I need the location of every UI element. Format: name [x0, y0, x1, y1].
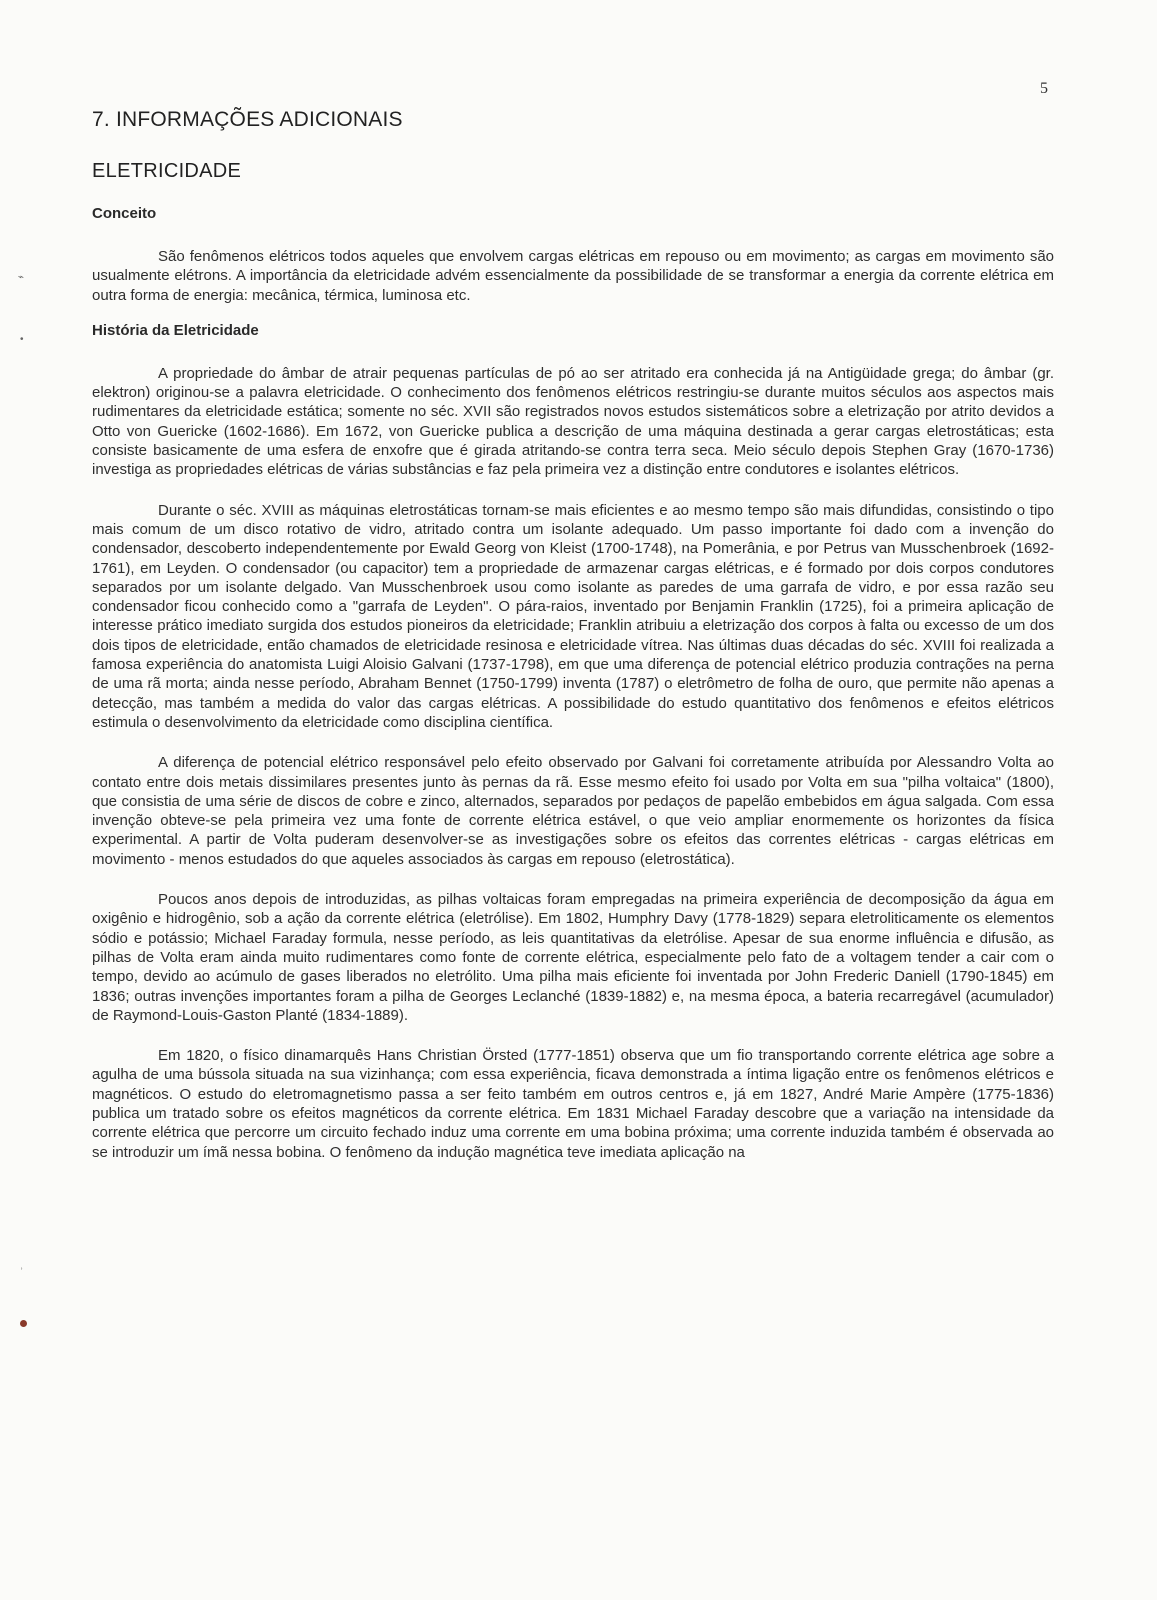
heading-historia: História da Eletricidade — [92, 321, 259, 339]
paragraph-conceito: São fenômenos elétricos todos aqueles que envolvem cargas elétricas em repouso ou em movimento; as cargas em movimento são usualmente elétrons. A importância da eletricidade advém essencialmente da possibilidade de se transformar a energia da corrente elétrica em outra forma de energia: mecânica, térmica, luminosa etc. — [92, 248, 1054, 304]
document-body — [92, 205, 1054, 1162]
page-number: 5 — [1040, 80, 1048, 97]
paragraph-historia-3: A diferença de potencial elétrico responsável pelo efeito observado por Galvani foi corretamente atribuída por Alessandro Volta ao contato entre dois metais dissimilares presentes junto às pernas da rã. Esse mesmo efeito foi usado por Volta em sua "pilha voltaica" (1800), que consistia de uma série de discos de cobre e zinco, alternados, separados por pedaços de papelão embebidos em água salgada. Com essa invenção obteve-se pela primeira vez uma fonte de corrente elétrica estável, o que veio ampliar enormemente os horizontes da física experimental. A partir de Volta puderam desenvolver-se as investigações sobre os efeitos das correntes elétricas - cargas elétricas em movimento - menos estudados do que aqueles associados às cargas em repouso (eletrostática). — [92, 754, 1054, 868]
heading-conceito: Conceito — [92, 205, 157, 222]
subject-title: ELETRICIDADE — [92, 160, 242, 182]
paragraph-historia-1: A propriedade do âmbar de atrair pequenas partículas de pó ao ser atritado era conhecida já na Antigüidade grega; do âmbar (gr. elektron) originou-se a palavra eletricidade. O conhecimento dos fenômenos elétricos restringiu-se durante muitos séculos aos aspectos mais rudimentares da eletricidade estática; somente no séc. XVII são registrados novos estudos sistemáticos sobre a eletrização por atrito devidos a Otto von Guericke (1602-1686). Em 1672, von Guericke publica a descrição de uma máquina destinada a gerar cargas eletrostáticas; esta consiste basicamente de uma esfera de enxofre que é girada atritando-se contra terra seca. Meio século depois Stephen Gray (1670-1736) investiga as propriedades elétricas de várias substâncias e faz pela primeira vez a distinção entre condutores e isolantes elétricos. — [92, 364, 1054, 479]
paragraph-historia-5: Em 1820, o físico dinamarquês Hans Christian Örsted (1777-1851) observa que um fio transportando corrente elétrica age sobre a agulha de uma bússola situada na sua vizinhança; com essa experiência, ficava demonstrada a íntima ligação entre os fenômenos elétricos e magnéticos. O estudo do eletromagnetismo passa a ser feito também em outros centros e, já em 1827, André Marie Ampère (1775-1836) publica um tratado sobre os efeitos magnéticos da corrente elétrica. Em 1831 Michael Faraday descobre que a variação na intensidade da corrente elétrica que percorre um circuito fechado induz uma corrente em uma bobina próxima; uma corrente induzida também é observada ao se introduzir um ímã nessa bobina. O fenômeno da indução magnética teve imediata aplicação na — [92, 1047, 1054, 1161]
scan-mark: ⌁ — [18, 272, 25, 283]
scan-dot — [20, 1320, 27, 1327]
section-title: 7. INFORMAÇÕES ADICIONAIS — [92, 108, 403, 131]
scan-mark: • — [20, 334, 24, 345]
paragraph-historia-4: Poucos anos depois de introduzidas, as pilhas voltaicas foram empregadas na primeira experiência de decomposição da água em oxigênio e hidrogênio, sob a ação da corrente elétrica (eletrólise). Em 1802, Humphry Davy (1778-1829) separa eletroliticamente os elementos sódio e potássio; Michael Faraday formula, nesse período, as leis quantitativas da eletrólise. Apesar de sua enorme influência e difusão, as pilhas de Volta eram ainda muito rudimentares como fonte de corrente elétrica, especialmente pelo fato de a voltagem tender a cair com o tempo, devido ao acúmulo de gases liberados no eletrólito. Uma pilha mais eficiente foi inventada por John Frederic Daniell (1790-1845) em 1836; outras invenções importantes foram a pilha de Georges Leclanché (1839-1882) e, na mesma época, a bateria recarregável (acumulador) de Raymond-Louis-Gaston Planté (1834-1889). — [92, 891, 1054, 1024]
scan-mark: ˒ — [20, 1262, 24, 1273]
paragraph-historia-2: Durante o séc. XVIII as máquinas eletrostáticas tornam-se mais eficientes e ao mesmo tempo são mais difundidas, consistindo o tipo mais comum de um disco rotativo de vidro, atritado contra um isolante adequado. Um passo importante foi dado com a invenção do condensador, descoberto independentemente por Ewald Georg von Kleist (1700-1748), na Pomerânia, e por Petrus van Musschenbroek (1692-1761), em Leyden. O condensador (ou capacitor) tem a propriedade de armazenar cargas elétricas, e é formado por dois corpos condutores separados por um isolante delgado. Van Musschenbroek usou como isolante as paredes de uma garrafa de vidro, e por essa razão seu condensador ficou conhecido como a "garrafa de Leyden". O pára-raios, inventado por Benjamin Franklin (1725), foi a primeira aplicação de interesse prático imediato surgida dos estudos pioneiros da eletricidade; Franklin atribuiu a eletrização dos corpos à falta ou excesso de um dos dois tipos de eletricidade, então chamados de eletricidade resinosa e eletricidade vítrea. Nas últimas duas décadas do séc. XVIII foi realizada a famosa experiência do anatomista Luigi Aloisio Galvani (1737-1798), em que uma diferença de potencial elétrico produzia contrações na perna de uma rã morta; ainda nesse período, Abraham Bennet (1750-1799) inventa (1787) o eletrômetro de folha de ouro, que permite não apenas a detecção, mas também a medida do valor das cargas elétricas. A possibilidade do estudo quantitativo dos fenômenos e efeitos elétricos estimula o desenvolvimento da eletricidade como disciplina científica. — [92, 501, 1054, 731]
